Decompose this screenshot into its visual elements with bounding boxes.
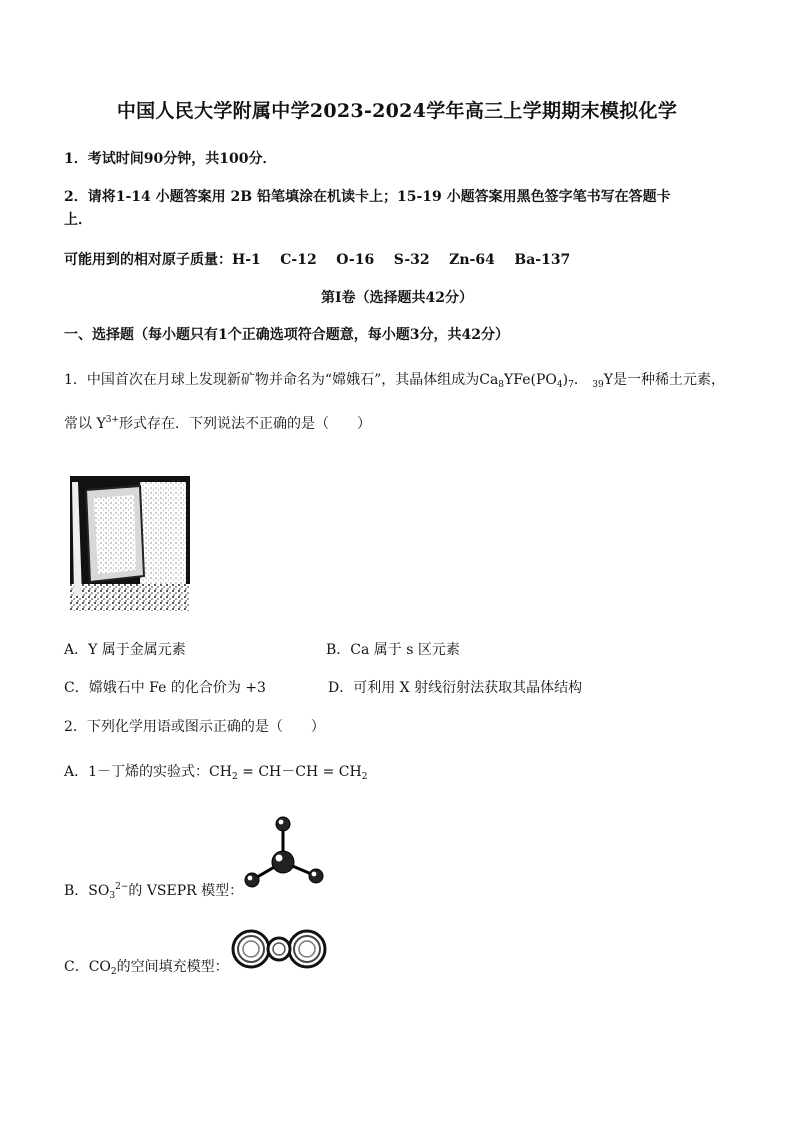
q2-option-a-formula: = CH－CH = CH [237,764,362,780]
mineral-photo [70,476,190,611]
q1-dot: ． [573,372,588,388]
q2-option-c-label: 的空间填充模型： [116,959,229,975]
atomic-mass-c: C-12 [280,252,317,268]
atomic-mass-zn: Zn-64 [449,252,495,268]
atomic-mass-ba: Ba-137 [514,252,571,268]
atomic-masses [64,249,570,269]
q1-option-d: D．可利用 X 射线衍射法获取其晶体结构 [328,680,583,696]
q2-option-c [64,956,229,977]
q1-stem-line1 [64,369,725,390]
atomic-mass-s: S-32 [393,252,430,268]
y-ion-charge: 3+ [105,415,119,425]
atomic-mass-o: O-16 [336,252,375,268]
part-title: 第Ⅰ卷（选择题共42分） [320,290,474,306]
q2-option-b-text: B．SO [64,883,110,899]
q1-option-a: A．Y 属于金属元素 [64,642,186,658]
q1-option-c: C．嫦娥石中 Fe 的化合价为 +3 [64,680,266,696]
formula-po: (PO [530,372,557,388]
formula-yfe: YFe [504,372,531,388]
q2-option-a-text: A．1－丁烯的实验式：CH [64,764,232,780]
q2-option-a-sub2: 2 [361,772,368,782]
q1-line2-text: 形式存在．下列说法不正确的是（ ） [118,416,371,432]
q2-option-b-charge: 2− [115,882,129,892]
q1-stem-text: 1．中国首次在月球上发现新矿物并命名为“嫦娥石”，其晶体组成为 [64,372,480,388]
q1-line2-prefix: 常以 [64,416,92,432]
formula-close: ) [562,372,569,388]
atomic-mass-h: H-1 [232,252,261,268]
q2-option-b-label: 的 VSEPR 模型： [128,883,244,899]
exam-note-1: 1．考试时间90分钟，共100分． [64,151,277,167]
q1-stem-line2 [64,413,371,433]
vsepr-model [236,812,330,892]
q2-option-a-sub1: 2 [231,772,238,782]
formula-ca: Ca [479,372,499,388]
q2-option-c-text: C．CO [64,959,111,975]
q2-stem: 2．下列化学用语或图示正确的是（ ） [64,719,325,735]
atomic-masses-label: 可能用到的相对原子质量： [64,252,232,268]
formula-close-sub: 7 [568,380,574,390]
exam-note-2-cont: 上． [64,212,92,228]
co2-space-filling-model [230,928,328,970]
exam-note-2: 2．请将1-14 小题答案用 2B 铅笔填涂在机读卡上；15-19 小题答案用黑色签字笔书写在答题卡 [64,189,671,205]
q1-option-b: B．Ca 属于 s 区元素 [326,642,460,658]
page-title: 中国人民大学附属中学2023-2024学年高三上学期期末模拟化学 [116,100,678,122]
y-symbol: Y [603,372,613,388]
y-ion-symbol: Y [96,416,106,432]
q2-option-c-sub: 2 [110,967,117,977]
formula-ca-sub: 8 [498,380,505,390]
section-title: 一、选择题（每小题只有1个正确选项符合题意，每小题3分，共42分） [64,327,509,343]
q2-option-b [64,880,243,901]
q2-option-a [64,761,367,782]
formula-po-sub: 4 [556,380,563,390]
y-atomic-number: 39 [592,380,604,390]
q1-stem-tail: 是一种稀土元素， [612,372,725,388]
q2-option-b-sub: 3 [109,891,116,901]
